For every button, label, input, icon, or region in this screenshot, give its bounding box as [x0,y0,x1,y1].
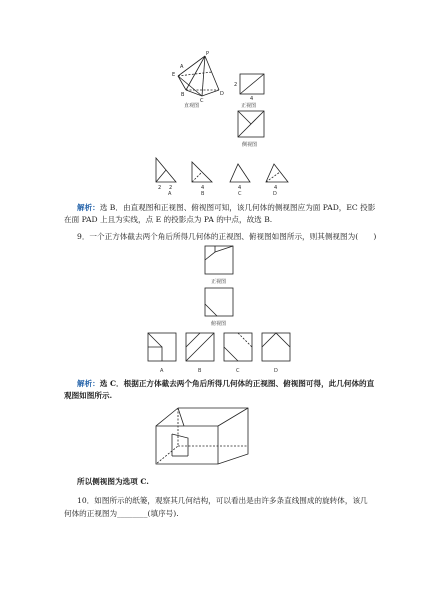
front-view-svg [234,70,274,100]
q9-top-svg [203,286,235,320]
top-view-svg [234,108,274,140]
label-b: B [181,92,185,98]
opt8-d-dim: 4 [274,185,278,191]
analysis-8-line1 [77,202,375,213]
opt8-a-dim2: 2 [169,185,173,191]
opt9-letter-d: D [274,368,278,374]
opt9-letter-c: C [236,368,240,374]
analysis-8-line2: 在面 PAD 上且为实线，点 E 的投影点为 PA 的中点，故选 B. [64,215,273,224]
conclusion-line: 所以侧视图为选项 C. [77,477,149,486]
caption-direct-view: 直观图 [184,103,200,109]
label-p: P [206,51,210,57]
pyramid-figure [172,50,228,102]
question-10-line1: 10．如图所示的纸篓，观察其几何结构，可以看出是由许多条直线围成的旋转体，该几 [77,496,368,505]
q9-front-svg [203,244,235,276]
pyramid-svg [172,50,228,102]
front-dim-4: 4 [250,96,254,102]
solid-figure [148,404,253,470]
q9-top-view-figure [203,286,235,320]
question-10-line2: 何体的正视图为________(填序号). [64,509,179,518]
label-c: C [200,98,204,104]
front-view-figure [234,70,274,100]
analysis-8-text1: 选 B．由直观图和正视图、俯视图可知，该几何体的侧视图应为面 PAD，EC 投影 [99,203,376,212]
opt8-letter-c: C [238,191,242,197]
question-9: 9．一个正方体截去两个角后所得几何体的正视图、俯视图如图所示，则其侧视图为( ) [77,232,377,241]
caption-q9-front: 正视图 [211,279,227,285]
opt8-c-dim: 4 [238,185,242,191]
analysis-9-line1 [77,378,374,389]
label-d: D [220,91,224,97]
opt8-letter-b: B [201,191,205,197]
analysis-9-text1: 选 C．根据正方体截去两个角后所得几何体的正视图、俯视图可得，此几何体的直 [99,379,375,388]
solid-svg [148,404,253,470]
analysis-8-label: 解析： [77,203,100,212]
options-8-svg [150,152,290,194]
analysis-9-label: 解析： [77,379,100,388]
options-figure-8 [150,152,290,194]
caption-q9-top: 俯视图 [211,321,227,327]
analysis-9-line2: 观图如图所示. [64,391,113,400]
q9-front-view-figure [203,244,235,276]
caption-side-view: 侧视图 [242,142,258,148]
front-dim-2: 2 [234,82,238,88]
opt8-letter-a: A [168,191,172,197]
opt9-letter-a: A [160,368,164,374]
options-figure-9 [146,330,296,366]
opt8-a-dim1: 2 [158,185,162,191]
opt9-letter-b: B [198,368,202,374]
top-view-figure [234,108,274,140]
label-a: A [180,64,184,70]
opt8-letter-d: D [273,191,277,197]
label-e: E [172,72,176,78]
options-9-svg [146,330,296,366]
caption-front-view: 正视图 [241,103,257,109]
opt8-b-dim: 4 [201,185,205,191]
